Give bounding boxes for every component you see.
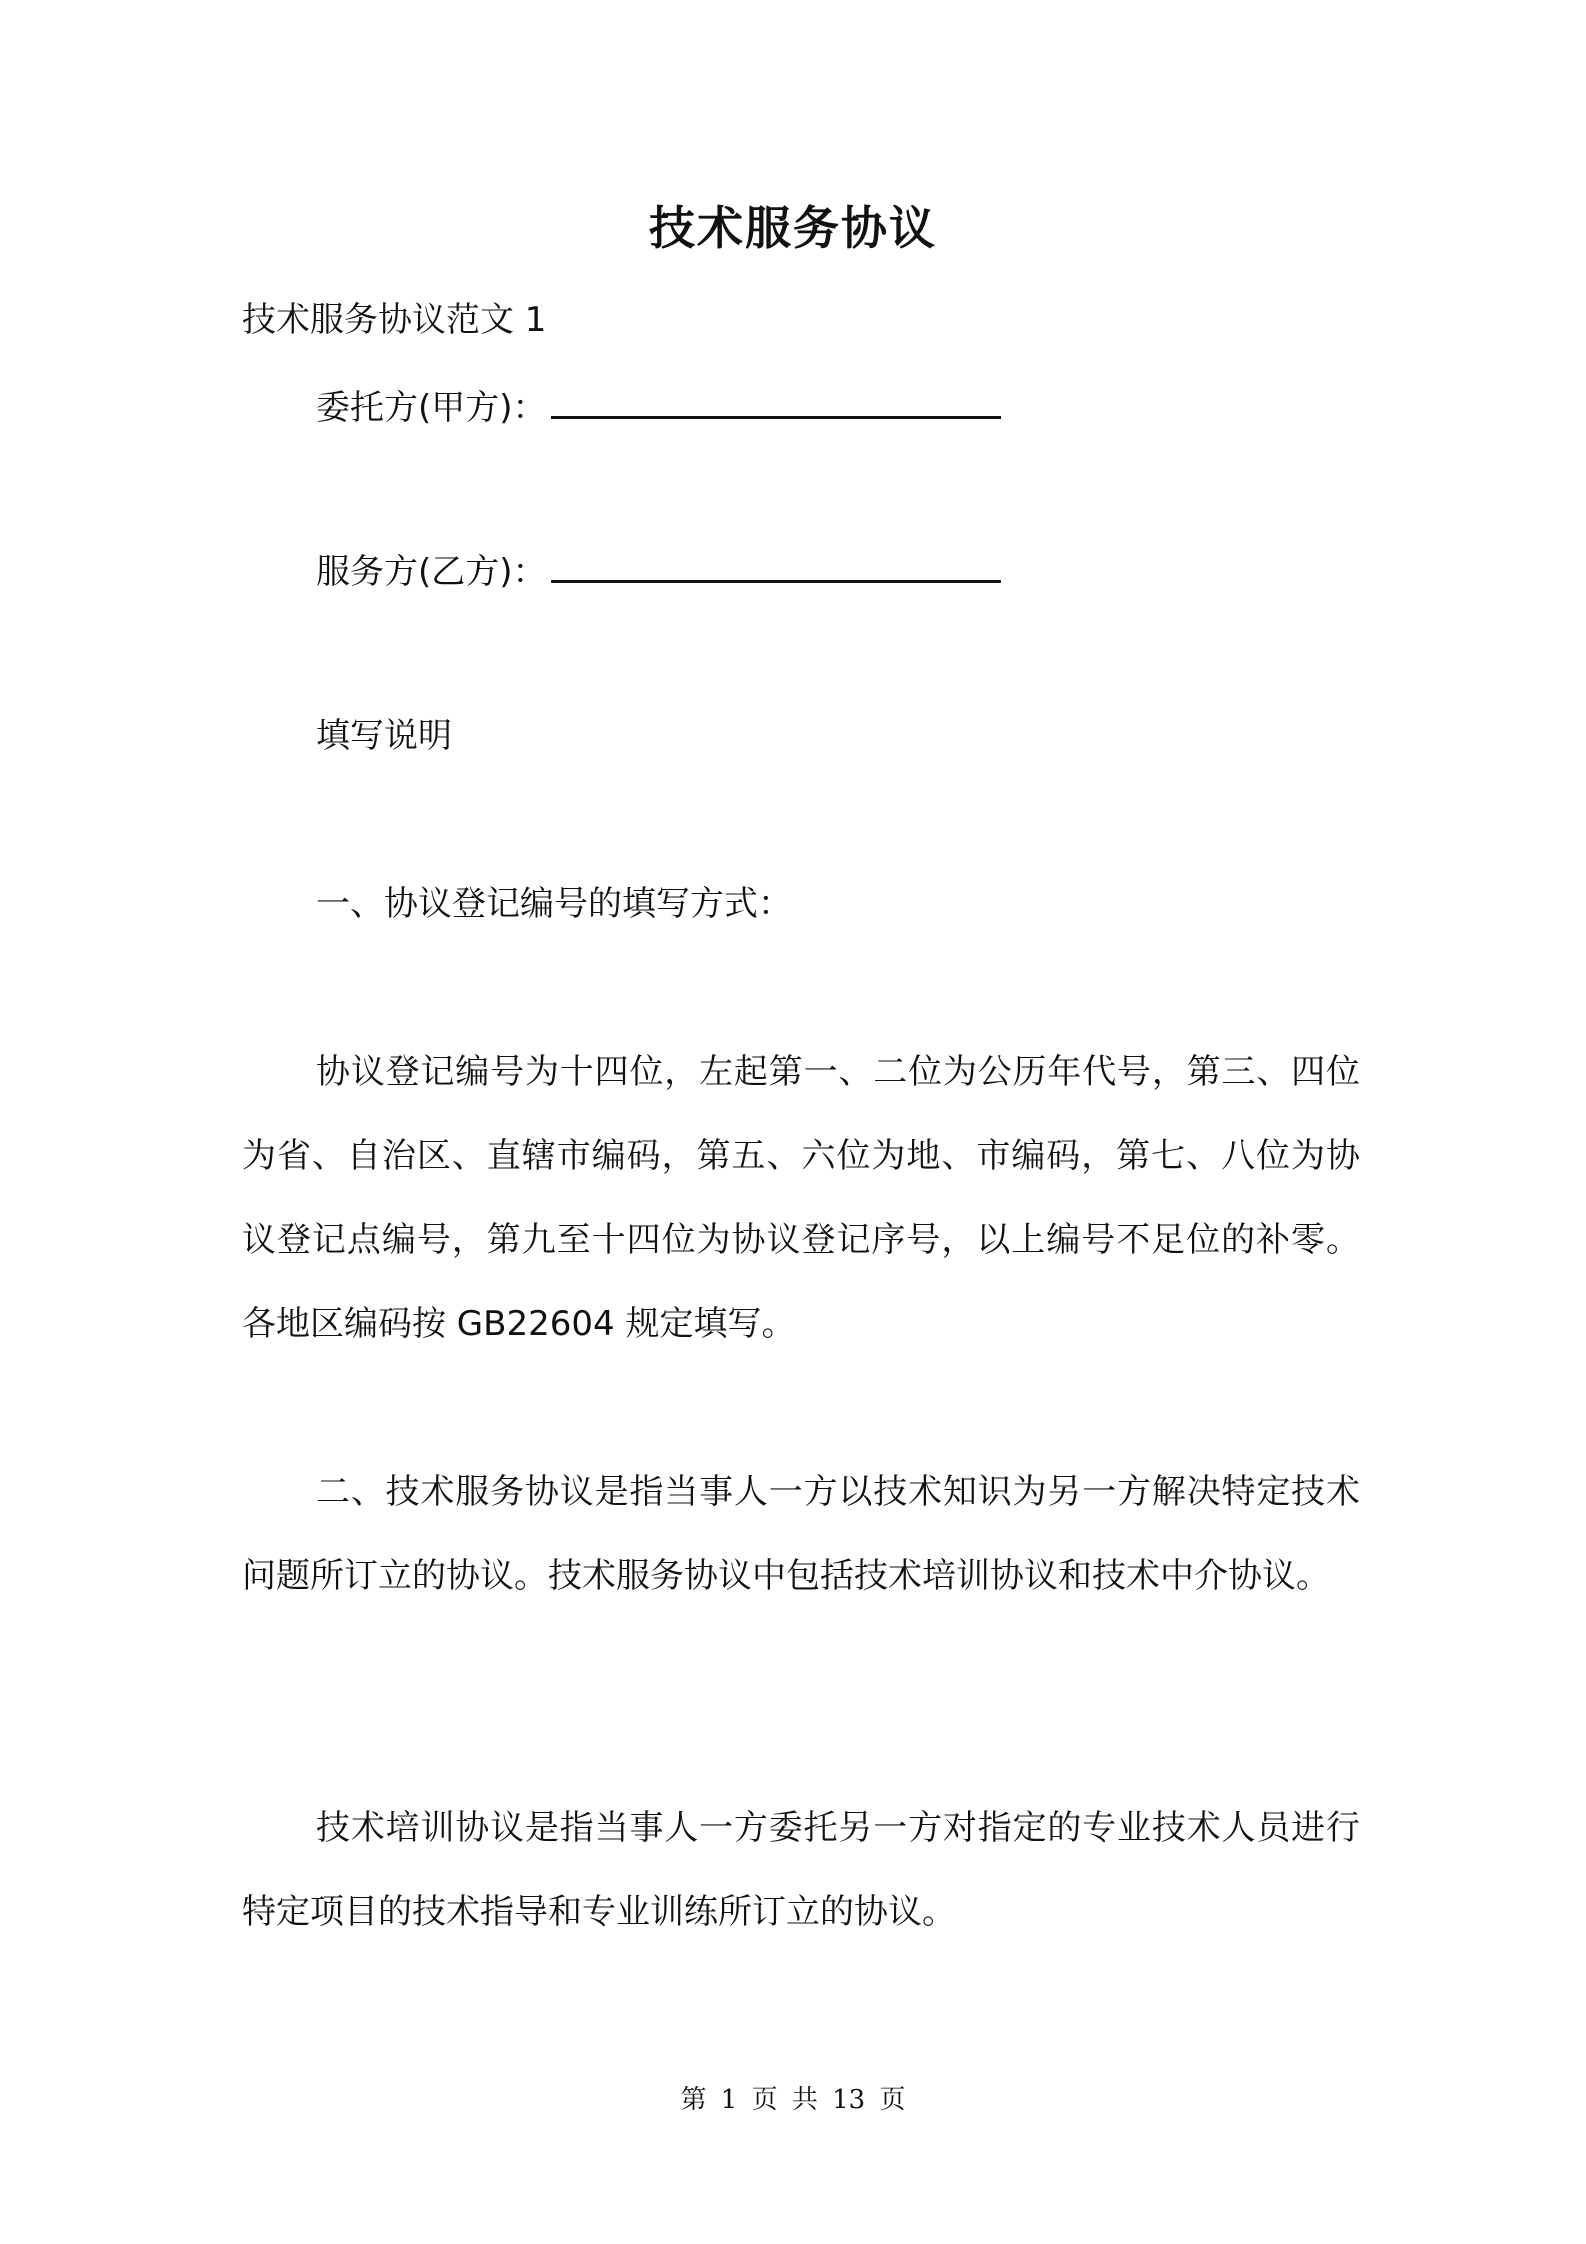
client-label: 委托方(甲方)： [316,388,547,428]
paragraph-registration-number: 协议登记编号为十四位，左起第一、二位为公历年代号，第三、四位为省、自治区、直辖市编码，第五、六位为地、市编码，第七、八位为协议登记点编号，第九至十四位为协议登记序号，以上编号不足位的补零。各地区编码按 GB22604 规定填写。 [242,1052,1360,1344]
paragraph-service-definition: 二、技术服务协议是指当事人一方以技术知识为另一方解决特定技术问题所订立的协议。技术服务协议中包括技术培训协议和技术中介协议。 [242,1472,1360,1596]
document-subtitle: 技术服务协议范文 1 [242,300,547,340]
instructions-heading: 填写说明 [316,716,452,756]
client-blank-line [551,384,1001,419]
paragraph-training-definition: 技术培训协议是指当事人一方委托另一方对指定的专业技术人员进行特定项目的技术指导和专业训练所订立的协议。 [242,1808,1360,1932]
provider-label: 服务方(乙方)： [316,552,547,592]
provider-blank-line [551,548,1001,583]
page-indicator: 第 1 页 共 13 页 [680,2085,906,2115]
document-title: 技术服务协议 [649,201,937,255]
client-field [316,384,1001,432]
section-one-heading: 一、协议登记编号的填写方式： [316,884,792,924]
provider-field [316,548,1001,596]
